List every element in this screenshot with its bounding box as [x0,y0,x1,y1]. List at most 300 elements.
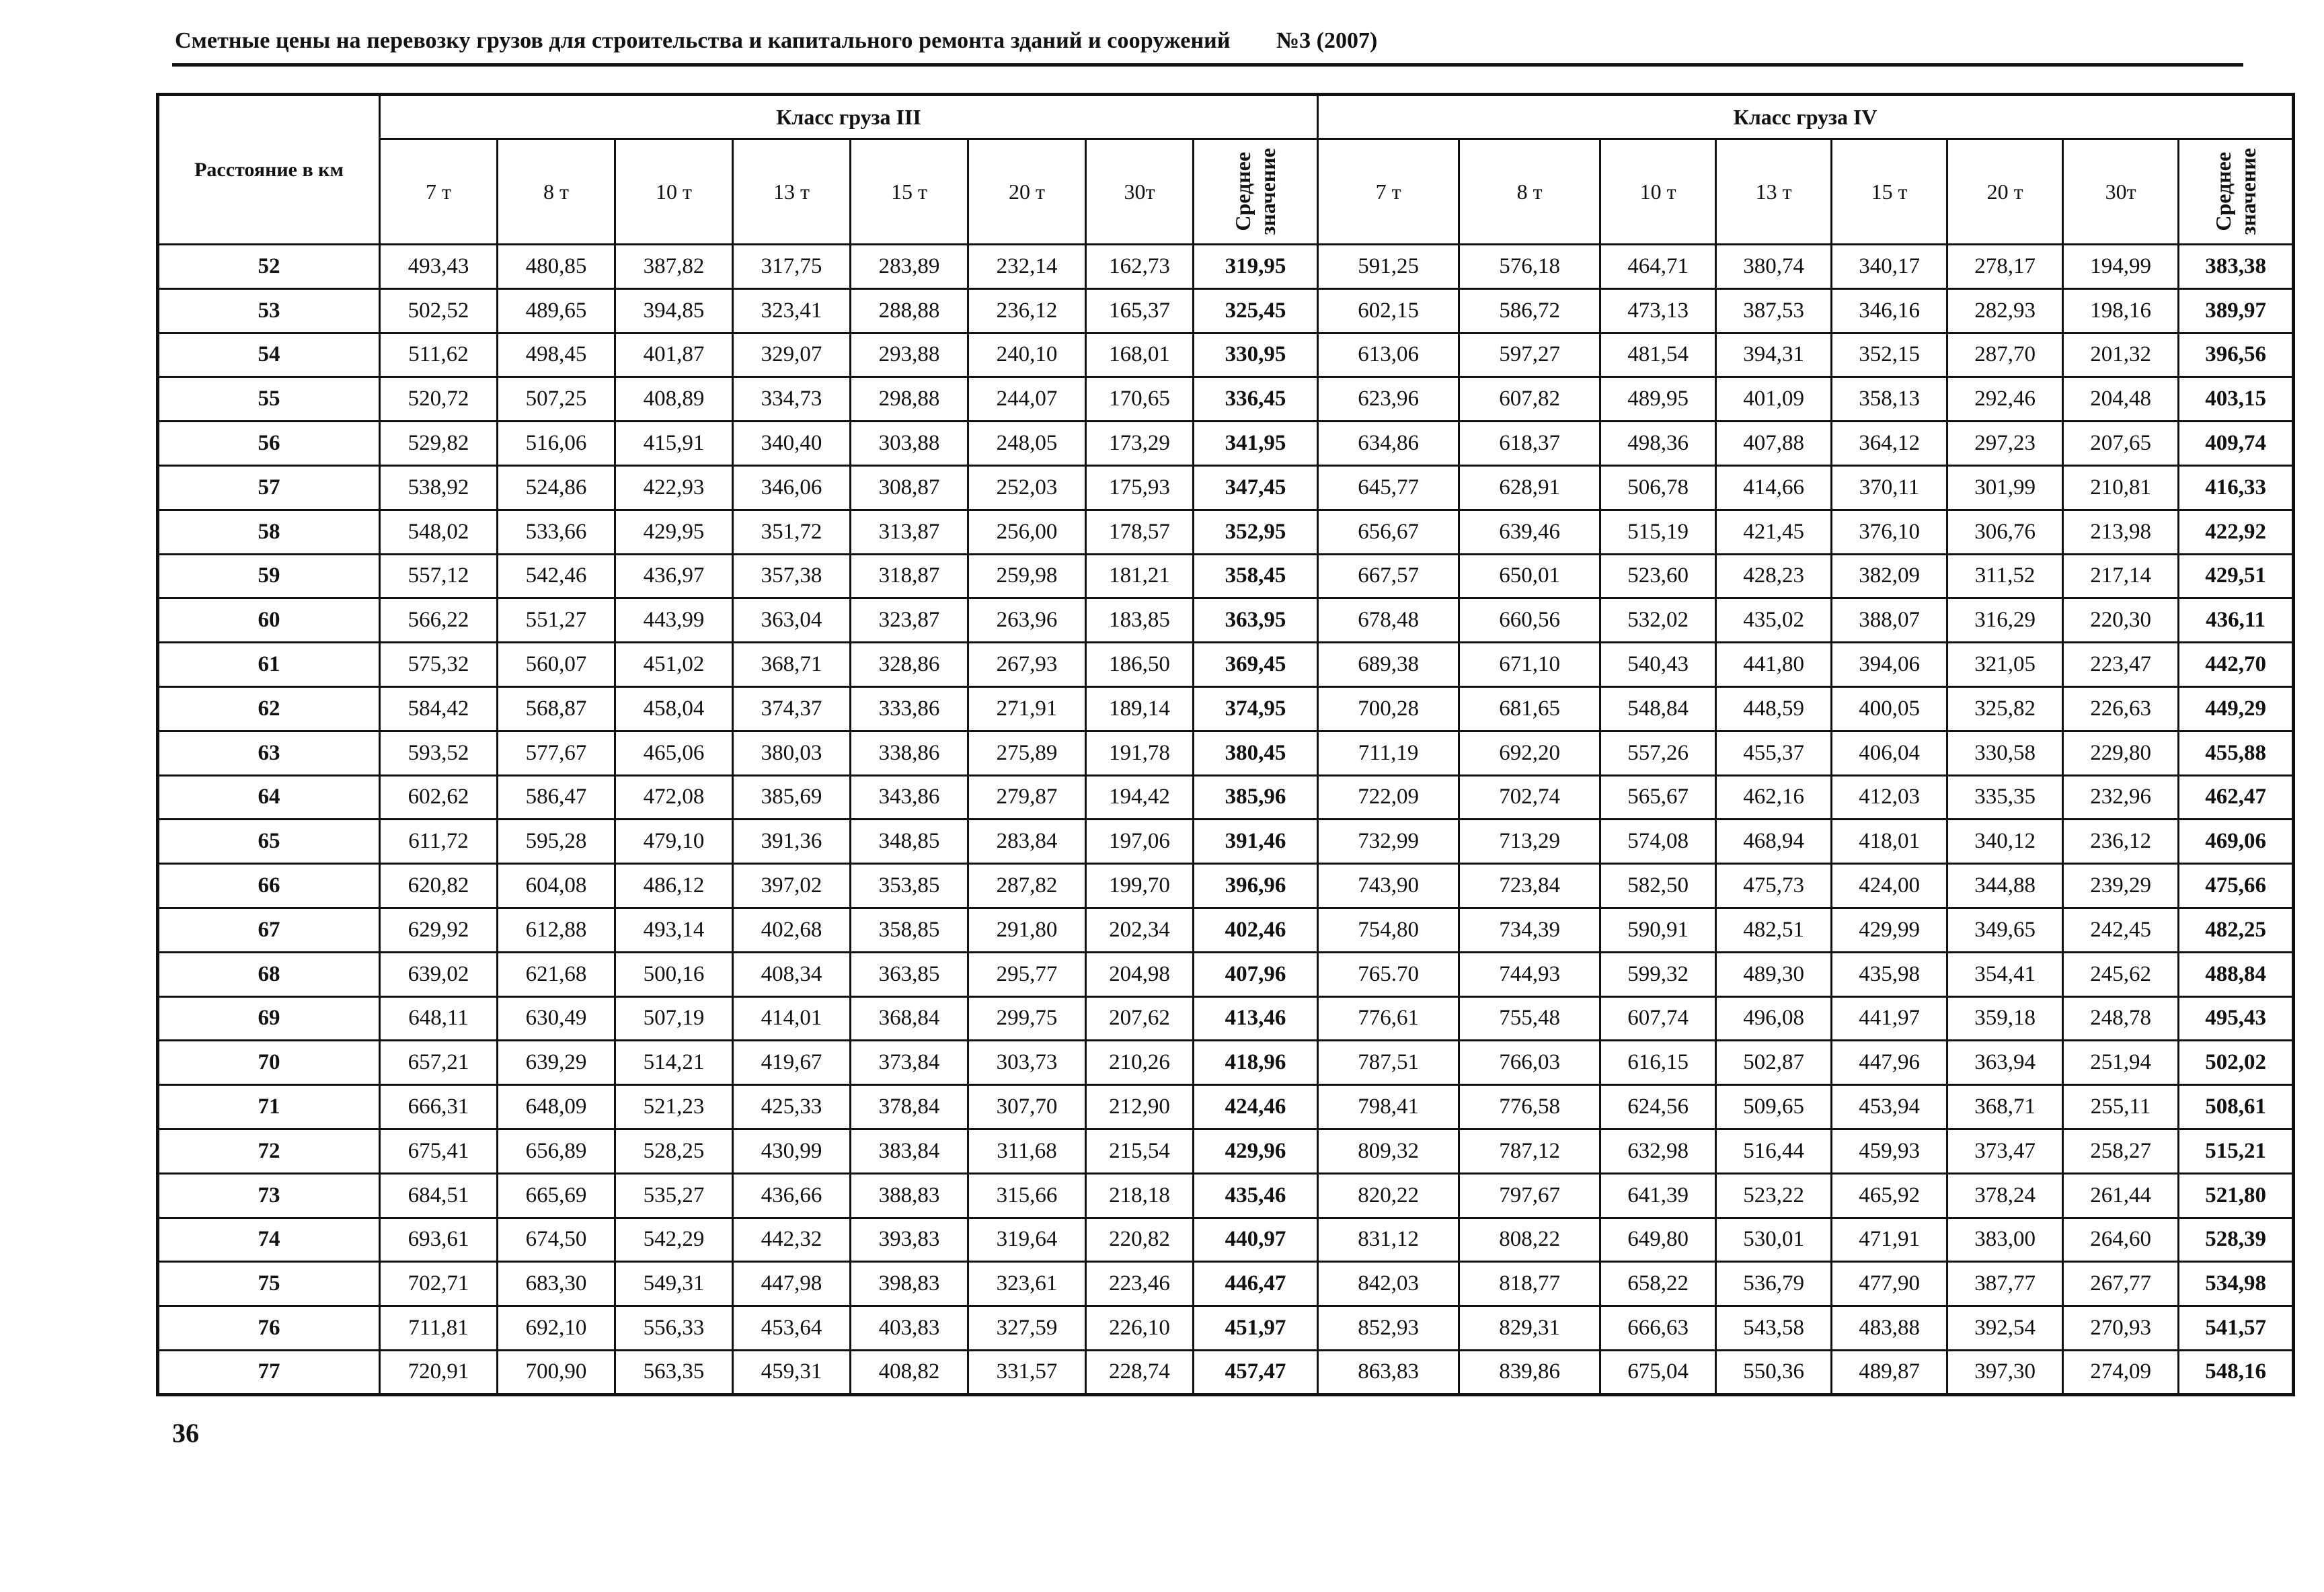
price-cell-class-iii: 323,61 [968,1262,1086,1306]
price-cell-class-iii: 493,14 [615,908,733,952]
price-cell-class-iii: 162,73 [1086,245,1194,289]
distance-cell: 59 [158,554,380,598]
price-cell-class-iv: 787,51 [1318,1041,1459,1085]
price-cell-class-iii: 683,30 [498,1262,615,1306]
table-row [158,1041,2294,1085]
price-cell-class-iii: 602,62 [380,775,498,820]
price-cell-class-iii: 702,71 [380,1262,498,1306]
price-cell-class-iii: 657,21 [380,1041,498,1085]
price-cell-class-iv: 359,18 [1947,996,2063,1041]
average-cell-class-iv: 482,25 [2179,908,2294,952]
price-cell-class-iv: 540,43 [1600,643,1716,687]
price-cell-class-iv: 435,02 [1716,598,1832,643]
price-cell-class-iii: 529,82 [380,422,498,466]
average-cell-class-iv: 449,29 [2179,686,2294,731]
price-cell-class-iii: 291,80 [968,908,1086,952]
price-cell-class-iii: 368,84 [851,996,968,1041]
average-cell-class-iv: 548,16 [2179,1350,2294,1394]
price-cell-class-iv: 388,07 [1832,598,1947,643]
price-cell-class-iii: 584,42 [380,686,498,731]
price-cell-class-iv: 477,90 [1832,1262,1947,1306]
price-cell-class-iii: 340,40 [733,422,851,466]
group-header-class-iv: Класс груза IV [1318,95,2294,139]
table-row [158,333,2294,377]
header-rule [172,63,2243,67]
price-cell-class-iii: 549,31 [615,1262,733,1306]
table-row [158,510,2294,554]
price-cell-class-iv: 489,30 [1716,952,1832,996]
price-cell-class-iv: 543,58 [1716,1306,1832,1351]
price-cell-class-iii: 256,00 [968,510,1086,554]
price-cell-class-iv: 776,58 [1459,1085,1600,1129]
price-cell-class-iv: 808,22 [1459,1218,1600,1262]
price-cell-class-iv: 852,93 [1318,1306,1459,1351]
average-cell-class-iii: 413,46 [1194,996,1318,1041]
price-cell-class-iv: 475,73 [1716,864,1832,908]
price-cell-class-iii: 226,10 [1086,1306,1194,1351]
price-cell-class-iii: 299,75 [968,996,1086,1041]
price-cell-class-iv: 301,99 [1947,465,2063,510]
price-cell-class-iii: 271,91 [968,686,1086,731]
average-cell-class-iii: 424,46 [1194,1085,1318,1129]
column-header: 13 т [1716,139,1832,245]
price-cell-class-iii: 319,64 [968,1218,1086,1262]
price-cell-class-iv: 258,27 [2063,1129,2179,1173]
price-cell-class-iii: 639,02 [380,952,498,996]
price-cell-class-iii: 267,93 [968,643,1086,687]
price-cell-class-iii: 197,06 [1086,820,1194,864]
price-cell-class-iii: 204,98 [1086,952,1194,996]
price-cell-class-iv: 839,86 [1459,1350,1600,1394]
price-cell-class-iii: 436,97 [615,554,733,598]
price-cell-class-iii: 465,06 [615,731,733,775]
price-cell-class-iv: 798,41 [1318,1085,1459,1129]
price-cell-class-iii: 288,88 [851,288,968,333]
distance-cell: 77 [158,1350,380,1394]
price-cell-class-iii: 674,50 [498,1218,615,1262]
average-cell-class-iii: 352,95 [1194,510,1318,554]
table-row [158,1350,2294,1394]
distance-cell: 61 [158,643,380,687]
price-cell-class-iii: 493,43 [380,245,498,289]
price-cell-class-iii: 516,06 [498,422,615,466]
average-cell-class-iii: 358,45 [1194,554,1318,598]
distance-cell: 57 [158,465,380,510]
price-cell-class-iv: 723,84 [1459,864,1600,908]
price-cell-class-iv: 523,60 [1600,554,1716,598]
price-cell-class-iv: 429,99 [1832,908,1947,952]
price-cell-class-iv: 639,46 [1459,510,1600,554]
average-cell-class-iv: 528,39 [2179,1218,2294,1262]
price-cell-class-iv: 400,05 [1832,686,1947,731]
price-cell-class-iii: 711,81 [380,1306,498,1351]
price-cell-class-iv: 590,91 [1600,908,1716,952]
price-cell-class-iii: 514,21 [615,1041,733,1085]
price-cell-class-iii: 383,84 [851,1129,968,1173]
price-cell-class-iii: 415,91 [615,422,733,466]
average-cell-class-iv: 409,74 [2179,422,2294,466]
price-cell-class-iii: 189,14 [1086,686,1194,731]
price-cell-class-iv: 624,56 [1600,1085,1716,1129]
price-cell-class-iv: 574,08 [1600,820,1716,864]
price-cell-class-iv: 481,54 [1600,333,1716,377]
average-cell-class-iii: 440,97 [1194,1218,1318,1262]
price-cell-class-iii: 373,84 [851,1041,968,1085]
price-cell-class-iii: 451,02 [615,643,733,687]
price-cell-class-iv: 292,46 [1947,377,2063,422]
column-header-average [2179,139,2294,245]
average-cell-class-iv: 403,15 [2179,377,2294,422]
price-cell-class-iv: 516,44 [1716,1129,1832,1173]
distance-cell: 73 [158,1173,380,1218]
price-cell-class-iv: 809,32 [1318,1129,1459,1173]
price-cell-class-iv: 194,99 [2063,245,2179,289]
price-cell-class-iv: 316,29 [1947,598,2063,643]
price-cell-class-iii: 398,83 [851,1262,968,1306]
price-cell-class-iv: 306,76 [1947,510,2063,554]
price-cell-class-iii: 593,52 [380,731,498,775]
price-cell-class-iv: 766,03 [1459,1041,1600,1085]
price-cell-class-iii: 315,66 [968,1173,1086,1218]
price-cell-class-iii: 374,37 [733,686,851,731]
average-cell-class-iv: 515,21 [2179,1129,2294,1173]
price-cell-class-iii: 425,33 [733,1085,851,1129]
price-cell-class-iii: 408,82 [851,1350,968,1394]
price-cell-class-iv: 818,77 [1459,1262,1600,1306]
price-cell-class-iii: 502,52 [380,288,498,333]
price-cell-class-iv: 363,94 [1947,1041,2063,1085]
page-number: 36 [172,1418,199,1448]
price-cell-class-iii: 183,85 [1086,598,1194,643]
price-cell-class-iv: 223,47 [2063,643,2179,687]
distance-cell: 64 [158,775,380,820]
price-cell-class-iii: 210,26 [1086,1041,1194,1085]
price-cell-class-iv: 732,99 [1318,820,1459,864]
table-row [158,820,2294,864]
price-cell-class-iv: 649,80 [1600,1218,1716,1262]
price-cell-class-iv: 335,35 [1947,775,2063,820]
average-cell-class-iv: 416,33 [2179,465,2294,510]
price-cell-class-iii: 363,04 [733,598,851,643]
price-cell-class-iv: 576,18 [1459,245,1600,289]
price-cell-class-iv: 297,23 [1947,422,2063,466]
price-cell-class-iii: 323,41 [733,288,851,333]
average-cell-class-iv: 521,80 [2179,1173,2294,1218]
price-cell-class-iv: 401,09 [1716,377,1832,422]
price-cell-class-iv: 455,37 [1716,731,1832,775]
price-cell-class-iv: 261,44 [2063,1173,2179,1218]
column-header: 30т [2063,139,2179,245]
price-cell-class-iii: 595,28 [498,820,615,864]
price-cell-class-iv: 217,14 [2063,554,2179,598]
price-cell-class-iv: 392,54 [1947,1306,2063,1351]
table-row [158,465,2294,510]
price-cell-class-iii: 443,99 [615,598,733,643]
average-cell-class-iii: 418,96 [1194,1041,1318,1085]
row-header-distance: Расстояние в км [158,95,380,245]
price-cell-class-iii: 479,10 [615,820,733,864]
price-cell-class-iii: 334,73 [733,377,851,422]
price-cell-class-iv: 274,09 [2063,1350,2179,1394]
table-row [158,598,2294,643]
column-header: 20 т [968,139,1086,245]
average-cell-class-iii: 336,45 [1194,377,1318,422]
average-cell-class-iv: 488,84 [2179,952,2294,996]
average-cell-class-iii: 374,95 [1194,686,1318,731]
table-row [158,1218,2294,1262]
price-cell-class-iv: 213,98 [2063,510,2179,554]
price-cell-class-iv: 380,74 [1716,245,1832,289]
price-cell-class-iv: 548,84 [1600,686,1716,731]
price-cell-class-iii: 639,29 [498,1041,615,1085]
price-cell-class-iv: 681,65 [1459,686,1600,731]
price-cell-class-iii: 318,87 [851,554,968,598]
price-cell-class-iv: 397,30 [1947,1350,2063,1394]
average-cell-class-iii: 319,95 [1194,245,1318,289]
price-cell-class-iv: 632,98 [1600,1129,1716,1173]
price-cell-class-iii: 629,92 [380,908,498,952]
price-cell-class-iii: 656,89 [498,1129,615,1173]
price-cell-class-iii: 199,70 [1086,864,1194,908]
price-cell-class-iii: 447,98 [733,1262,851,1306]
price-cell-class-iv: 198,16 [2063,288,2179,333]
table-row [158,1129,2294,1173]
price-cell-class-iv: 628,91 [1459,465,1600,510]
price-cell-class-iii: 385,69 [733,775,851,820]
price-cell-class-iv: 220,30 [2063,598,2179,643]
price-cell-class-iv: 387,53 [1716,288,1832,333]
price-cell-class-iv: 607,82 [1459,377,1600,422]
price-cell-class-iv: 765.70 [1318,952,1459,996]
table-row [158,288,2294,333]
price-cell-class-iii: 480,85 [498,245,615,289]
price-cell-class-iv: 378,24 [1947,1173,2063,1218]
average-cell-class-iii: 407,96 [1194,952,1318,996]
price-cell-class-iii: 313,87 [851,510,968,554]
price-cell-class-iii: 279,87 [968,775,1086,820]
price-cell-class-iii: 700,90 [498,1350,615,1394]
average-cell-class-iv: 396,56 [2179,333,2294,377]
price-cell-class-iv: 435,98 [1832,952,1947,996]
price-cell-class-iii: 692,10 [498,1306,615,1351]
price-cell-class-iii: 175,93 [1086,465,1194,510]
price-cell-class-iv: 743,90 [1318,864,1459,908]
average-cell-class-iv: 442,70 [2179,643,2294,687]
table-row [158,996,2294,1041]
price-cell-class-iv: 711,19 [1318,731,1459,775]
price-cell-class-iii: 528,25 [615,1129,733,1173]
price-cell-class-iv: 666,63 [1600,1306,1716,1351]
price-cell-class-iii: 548,02 [380,510,498,554]
price-cell-class-iii: 612,88 [498,908,615,952]
table-row [158,422,2294,466]
price-cell-class-iii: 283,84 [968,820,1086,864]
table-row [158,1085,2294,1129]
price-cell-class-iii: 611,72 [380,820,498,864]
price-cell-class-iii: 577,67 [498,731,615,775]
price-cell-class-iii: 648,09 [498,1085,615,1129]
price-cell-class-iii: 327,59 [968,1306,1086,1351]
price-cell-class-iv: 368,71 [1947,1085,2063,1129]
price-cell-class-iv: 722,09 [1318,775,1459,820]
column-header-average [1194,139,1318,245]
table-row [158,864,2294,908]
price-cell-class-iv: 370,11 [1832,465,1947,510]
price-cell-class-iii: 675,41 [380,1129,498,1173]
price-cell-class-iii: 333,86 [851,686,968,731]
price-cell-class-iv: 509,65 [1716,1085,1832,1129]
average-cell-class-iv: 455,88 [2179,731,2294,775]
price-cell-class-iii: 402,68 [733,908,851,952]
average-cell-class-iii: 380,45 [1194,731,1318,775]
price-cell-class-iv: 658,22 [1600,1262,1716,1306]
price-cell-class-iv: 734,39 [1459,908,1600,952]
price-cell-class-iii: 353,85 [851,864,968,908]
price-cell-class-iv: 532,02 [1600,598,1716,643]
price-cell-class-iii: 453,64 [733,1306,851,1351]
price-cell-class-iv: 634,86 [1318,422,1459,466]
price-cell-class-iv: 251,94 [2063,1041,2179,1085]
price-cell-class-iv: 678,48 [1318,598,1459,643]
average-cell-class-iii: 391,46 [1194,820,1318,864]
average-cell-class-iii: 402,46 [1194,908,1318,952]
price-cell-class-iii: 329,07 [733,333,851,377]
price-cell-class-iv: 656,67 [1318,510,1459,554]
table-body [158,245,2294,1395]
price-cell-class-iii: 236,12 [968,288,1086,333]
price-cell-class-iii: 568,87 [498,686,615,731]
price-cell-class-iii: 429,95 [615,510,733,554]
price-cell-class-iv: 270,93 [2063,1306,2179,1351]
price-cell-class-iii: 542,46 [498,554,615,598]
price-cell-class-iv: 210,81 [2063,465,2179,510]
price-cell-class-iii: 380,03 [733,731,851,775]
average-cell-class-iii: 341,95 [1194,422,1318,466]
price-cell-class-iv: 618,37 [1459,422,1600,466]
price-cell-class-iv: 255,11 [2063,1085,2179,1129]
price-cell-class-iii: 191,78 [1086,731,1194,775]
distance-cell: 72 [158,1129,380,1173]
price-cell-class-iii: 244,07 [968,377,1086,422]
average-cell-class-iv: 508,61 [2179,1085,2294,1129]
price-cell-class-iv: 667,57 [1318,554,1459,598]
price-cell-class-iii: 311,68 [968,1129,1086,1173]
price-cell-class-iv: 424,00 [1832,864,1947,908]
price-cell-class-iii: 414,01 [733,996,851,1041]
price-cell-class-iii: 720,91 [380,1350,498,1394]
distance-cell: 71 [158,1085,380,1129]
price-cell-class-iv: 613,06 [1318,333,1459,377]
price-cell-class-iv: 229,80 [2063,731,2179,775]
price-cell-class-iv: 349,65 [1947,908,2063,952]
price-cell-class-iv: 498,36 [1600,422,1716,466]
price-cell-class-iii: 165,37 [1086,288,1194,333]
price-cell-class-iii: 489,65 [498,288,615,333]
price-cell-class-iii: 500,16 [615,952,733,996]
price-cell-class-iii: 232,14 [968,245,1086,289]
price-cell-class-iii: 521,23 [615,1085,733,1129]
price-cell-class-iv: 387,77 [1947,1262,2063,1306]
price-cell-class-iii: 520,72 [380,377,498,422]
price-cell-class-iii: 368,71 [733,643,851,687]
price-cell-class-iii: 403,83 [851,1306,968,1351]
price-cell-class-iv: 489,87 [1832,1350,1947,1394]
price-cell-class-iii: 394,85 [615,288,733,333]
average-cell-class-iii: 369,45 [1194,643,1318,687]
price-cell-class-iv: 550,36 [1716,1350,1832,1394]
price-cell-class-iv: 278,17 [1947,245,2063,289]
table-row [158,377,2294,422]
average-cell-class-iii: 330,95 [1194,333,1318,377]
column-header: 7 т [1318,139,1459,245]
average-cell-class-iv: 436,11 [2179,598,2294,643]
price-cell-class-iv: 226,63 [2063,686,2179,731]
price-cell-class-iv: 797,67 [1459,1173,1600,1218]
price-cell-class-iv: 702,74 [1459,775,1600,820]
price-cell-class-iv: 863,83 [1318,1350,1459,1394]
price-cell-class-iv: 650,01 [1459,554,1600,598]
price-cell-class-iii: 458,04 [615,686,733,731]
price-cell-class-iv: 358,13 [1832,377,1947,422]
price-cell-class-iv: 464,71 [1600,245,1716,289]
price-cell-class-iv: 465,92 [1832,1173,1947,1218]
price-cell-class-iv: 441,97 [1832,996,1947,1041]
price-cell-class-iv: 448,59 [1716,686,1832,731]
table-row [158,686,2294,731]
column-header: 15 т [1832,139,1947,245]
price-cell-class-iii: 168,01 [1086,333,1194,377]
price-cell-class-iii: 511,62 [380,333,498,377]
price-cell-class-iv: 744,93 [1459,952,1600,996]
column-header: 13 т [733,139,851,245]
column-header: 8 т [1459,139,1600,245]
price-cell-class-iii: 388,83 [851,1173,968,1218]
price-cell-class-iv: 340,12 [1947,820,2063,864]
price-cell-class-iv: 453,94 [1832,1085,1947,1129]
distance-cell: 63 [158,731,380,775]
price-cell-class-iii: 408,34 [733,952,851,996]
price-cell-class-iii: 194,42 [1086,775,1194,820]
price-cell-class-iii: 524,86 [498,465,615,510]
column-header: 15 т [851,139,968,245]
price-cell-class-iii: 303,73 [968,1041,1086,1085]
price-cell-class-iii: 283,89 [851,245,968,289]
page-header [175,30,2233,52]
price-cell-class-iv: 207,65 [2063,422,2179,466]
price-cell-class-iv: 344,88 [1947,864,2063,908]
column-header: 7 т [380,139,498,245]
price-cell-class-iv: 364,12 [1832,422,1947,466]
price-cell-class-iv: 412,03 [1832,775,1947,820]
price-cell-class-iii: 442,32 [733,1218,851,1262]
distance-cell: 74 [158,1218,380,1262]
price-cell-class-iii: 408,89 [615,377,733,422]
price-cell-class-iii: 566,22 [380,598,498,643]
distance-cell: 76 [158,1306,380,1351]
price-cell-class-iv: 692,20 [1459,731,1600,775]
average-cell-class-iv: 462,47 [2179,775,2294,820]
price-cell-class-iv: 700,28 [1318,686,1459,731]
issue-number: №3 (2007) [1276,28,1378,53]
column-header: 20 т [1947,139,2063,245]
distance-cell: 56 [158,422,380,466]
price-cell-class-iv: 623,96 [1318,377,1459,422]
distance-cell: 55 [158,377,380,422]
table-row [158,952,2294,996]
price-cell-class-iv: 376,10 [1832,510,1947,554]
price-cell-class-iii: 630,49 [498,996,615,1041]
price-cell-class-iii: 186,50 [1086,643,1194,687]
